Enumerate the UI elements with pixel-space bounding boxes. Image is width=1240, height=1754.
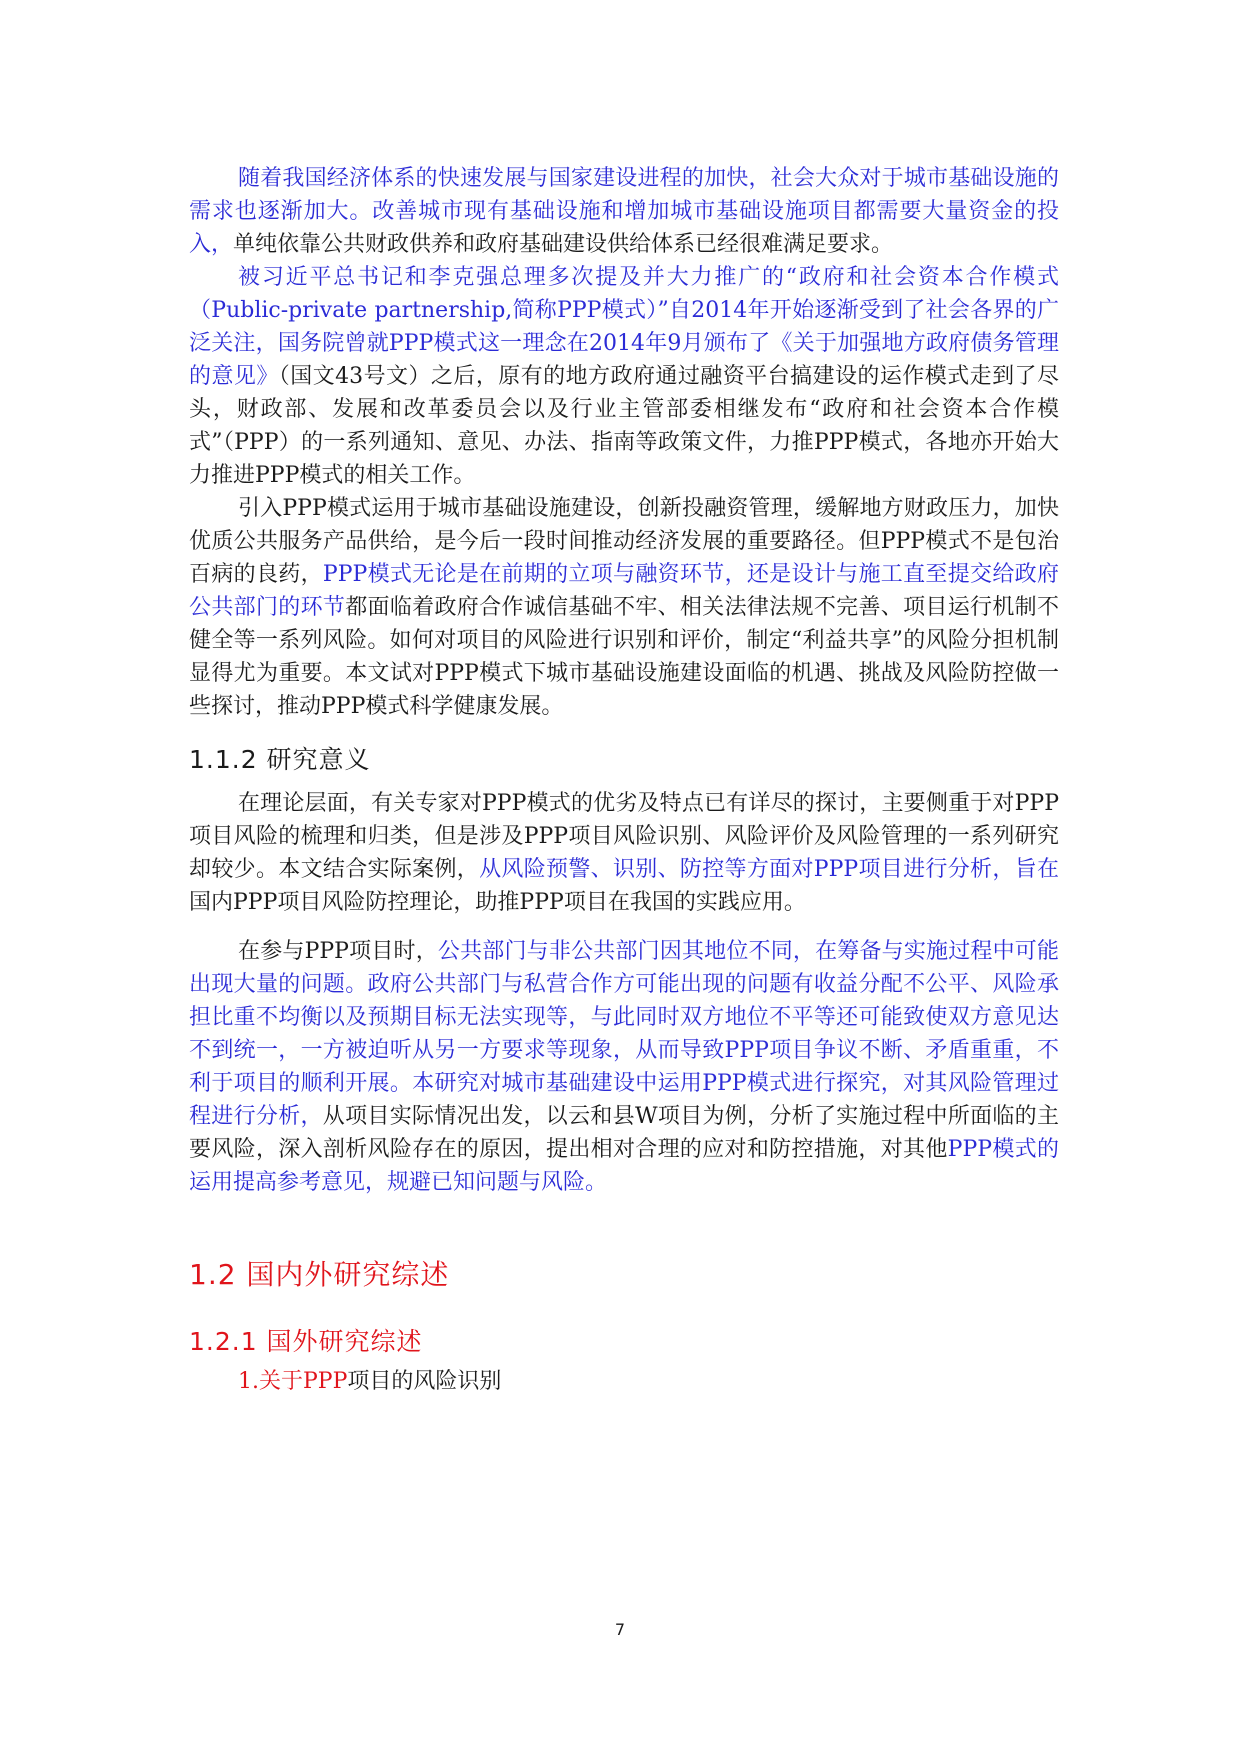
page-number: 7 (614, 1620, 626, 1639)
subitem-number: 1. (238, 1369, 259, 1394)
paragraph-significance-1 (189, 787, 1059, 919)
paragraph-background-2-highlight: 被习近平总书记和李克强总理多次提及并大力推广的“政府和社会资本合作模式（Public-private partnership,简称PPP模式）”自2014年开始逐渐受到了社会各界的广泛关注，国务院曾就PPP模式这一理念在2014年9月颁布了《关于加强地方政府债务管理的意见》 (189, 265, 1059, 389)
paragraph-background-1 (189, 162, 1059, 261)
paragraph-significance-2-part-a: 在参与PPP项目时， (238, 939, 438, 964)
paragraph-significance-2-highlight-2: PPP模式的运用提高参考意见，规避已知问题与风险。 (189, 1137, 1059, 1195)
paragraph-background-3-highlight: PPP模式无论是在前期的立项与融资环节，还是设计与施工直至提交给政府公共部门的环节 (189, 562, 1059, 620)
page-content (189, 162, 1059, 1398)
paragraph-background-3 (189, 492, 1059, 723)
paragraph-significance-2-highlight: 公共部门与非公共部门因其地位不同，在筹备与实施过程中可能出现大量的问题。政府公共部门与私营合作方可能出现的问题有收益分配不公平、风险承担比重不均衡以及预期目标无法实现等，与此同时双方地位不平等还可能致使双方意见达不到统一，一方被迫听从另一方要求等现象，从而导致PPP项目争议不断、矛盾重重，不利于项目的顺利开展。本研究对城市基础建设中运用PPP模式进行探究，对其风险管理过程进行分析， (189, 939, 1059, 1129)
paragraph-background-3-part-a: 引入PPP模式运用于城市基础设施建设，创新投融资管理，缓解地方财政压力，加快优质公共服务产品供给，是今后一段时间推动经济发展的重要路径。但PPP模式不是包治百病的良药， (189, 496, 1059, 587)
paragraph-significance-1-part-b: 国内PPP项目风险防控理论，助推PPP项目在我国的实践应用。 (189, 890, 806, 915)
section-heading-1-1-2: 1.1.2 研究意义 (189, 745, 371, 774)
paragraph-background-2-rest: （国文43号文）之后，原有的地方政府通过融资平台搞建设的运作模式走到了尽头，财政部、发展和改革委员会以及行业主管部委相继发布“政府和社会资本合作模式”（PPP）的一系列通知、意见、办法、指南等政策文件，力推PPP模式，各地亦开始大力推进PPP模式的相关工作。 (189, 364, 1059, 488)
paragraph-background-1-highlight: 随着我国经济体系的快速发展与国家建设进程的加快，社会大众对于城市基础设施的需求也逐渐加大。改善城市现有基础设施和增加城市基础设施项目都需要大量资金的投入， (189, 166, 1059, 257)
paragraph-significance-1-part-a: 在理论层面，有关专家对PPP模式的优劣及特点已有详尽的探讨，主要侧重于对PPP项目风险的梳理和归类，但是涉及PPP项目风险识别、风险评价及风险管理的一系列研究却较少。本文结合实际案例， (189, 791, 1059, 882)
paragraph-significance-2 (189, 935, 1059, 1199)
paragraph-significance-1-highlight: 从风险预警、识别、防控等方面对PPP项目进行分析，旨在 (479, 857, 1059, 882)
paragraph-background-2 (189, 261, 1059, 492)
paragraph-significance-2-part-b: 从项目实际情况出发，以云和县W项目为例，分析了实施过程中所面临的主要风险，深入剖析风险存在的原因，提出相对合理的应对和防控措施，对其他 (189, 1104, 1059, 1162)
subitem-risk-identification (189, 1365, 1059, 1398)
section-heading-1-2: 1.2 国内外研究综述 (189, 1258, 450, 1291)
subitem-rest: 项目的风险识别 (347, 1369, 502, 1394)
subitem-highlight: 关于PPP (259, 1369, 348, 1394)
paragraph-background-3-part-b: 都面临着政府合作诚信基础不牢、相关法律法规不完善、项目运行机制不健全等一系列风险。如何对项目的风险进行识别和评价，制定“利益共享”的风险分担机制显得尤为重要。本文试对PPP模式下城市基础设施建设面临的机遇、挑战及风险防控做一些探讨，推动PPP模式科学健康发展。 (189, 595, 1059, 719)
paragraph-background-1-rest: 单纯依靠公共财政供养和政府基础建设供给体系已经很难满足要求。 (233, 232, 894, 257)
section-heading-1-2-1: 1.2.1 国外研究综述 (189, 1327, 423, 1356)
